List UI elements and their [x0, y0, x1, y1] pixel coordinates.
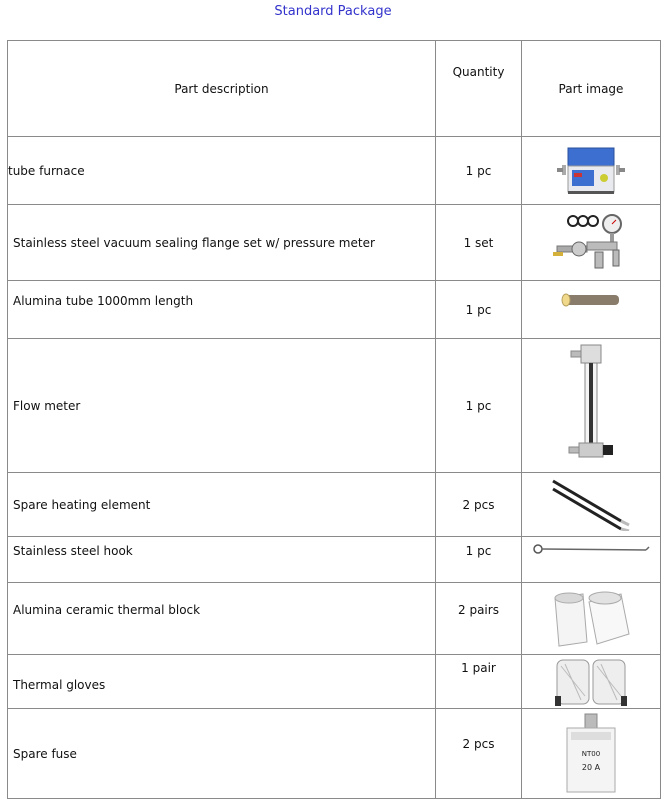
row-description: Stainless steel hook: [8, 537, 436, 583]
row-description: Spare fuse: [8, 709, 436, 799]
table-header-row: [8, 41, 661, 137]
package-table: [7, 40, 661, 799]
header-image: Part image: [522, 41, 661, 137]
row-quantity: 2 pairs: [436, 583, 522, 655]
row-description: Flow meter: [8, 339, 436, 473]
row-description: Thermal gloves: [8, 655, 436, 709]
header-quantity: Quantity: [436, 41, 522, 137]
row-quantity: 1 pc: [436, 281, 522, 339]
table-row: [8, 137, 661, 205]
row-quantity: 1 pc: [436, 339, 522, 473]
page-title: Standard Package: [274, 4, 392, 19]
header-description: Part description: [8, 41, 436, 137]
row-quantity: 1 pair: [436, 655, 522, 709]
fuse-brand-label: NT00: [581, 749, 601, 758]
flow-meter-icon: [561, 343, 621, 469]
table-row: [8, 537, 661, 583]
row-description: Spare heating element: [8, 473, 436, 537]
table-row: [8, 655, 661, 709]
row-quantity: 2 pcs: [436, 473, 522, 537]
fuse-icon: [559, 712, 623, 796]
row-quantity: 1 set: [436, 205, 522, 281]
fuse-rating-label: 20 A: [581, 762, 601, 772]
row-description: Alumina tube 1000mm length: [8, 281, 436, 339]
row-quantity: 1 pc: [436, 537, 522, 583]
row-description: Alumina ceramic thermal block: [8, 583, 436, 655]
table-row: [8, 709, 661, 799]
flange-set-icon: [551, 212, 631, 274]
tube-furnace-icon: [556, 145, 626, 197]
table-row: [8, 583, 661, 655]
row-description: Stainless steel vacuum sealing flange set w/ pressure meter: [8, 205, 436, 281]
alumina-tube-icon: [559, 291, 623, 309]
thermal-block-icon: [549, 588, 633, 650]
thermal-gloves-icon: [553, 656, 629, 708]
table-row: [8, 473, 661, 537]
row-description: tube furnace: [8, 137, 436, 205]
row-quantity: 2 pcs: [436, 709, 522, 799]
steel-hook-icon: [532, 543, 650, 555]
table-row: [8, 339, 661, 473]
row-quantity: 1 pc: [436, 137, 522, 205]
table-row: [8, 205, 661, 281]
table-row: [8, 281, 661, 339]
heating-element-icon: [549, 479, 633, 531]
